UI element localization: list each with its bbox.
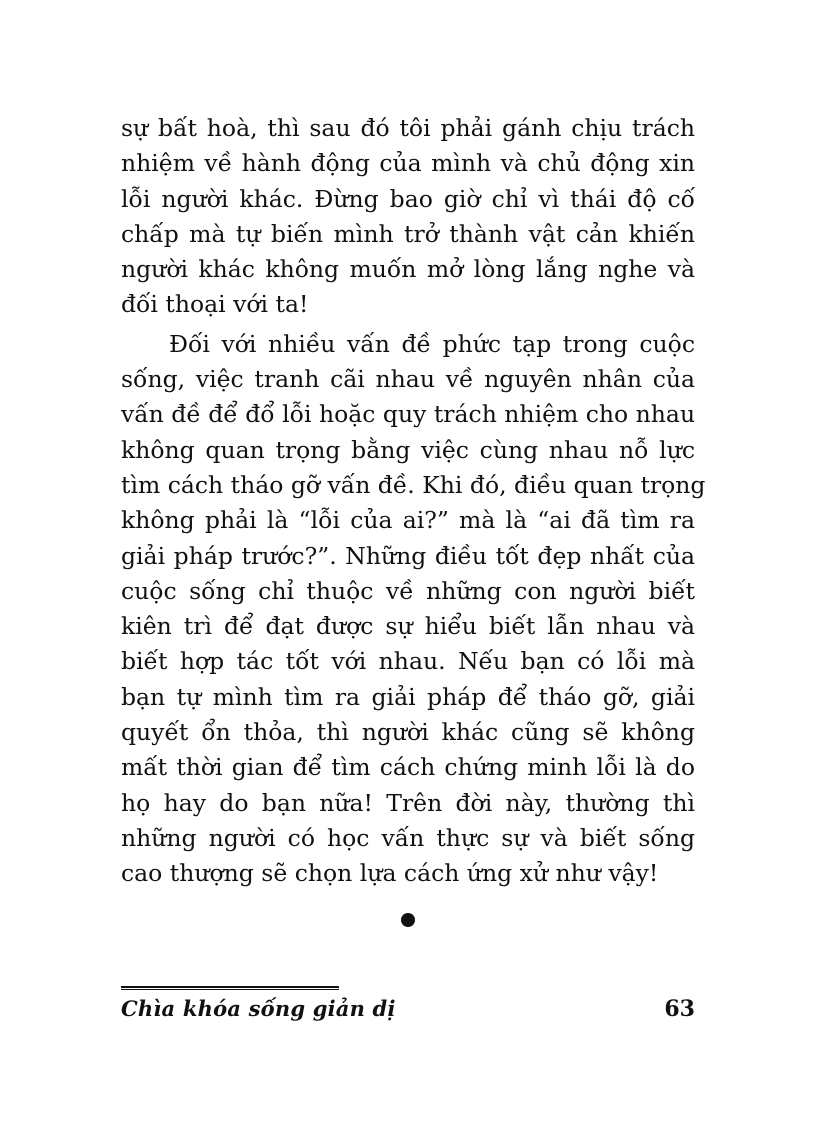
text-line: giải pháp trước?”. Những điều tốt đẹp nhất của — [121, 541, 695, 570]
text-line: mất thời gian để tìm cách chứng minh lỗi là do — [121, 753, 695, 782]
text-line: vấn đề để đổ lỗi hoặc quy trách nhiệm cho nhau — [121, 400, 696, 429]
text-line: họ hay do bạn nữa! Trên đời này, thường thì — [121, 788, 695, 817]
section-end-bullet — [401, 913, 415, 927]
text-line-first: Đối với nhiều vấn đề phức tạp trong cuộc — [169, 329, 695, 358]
text-line: biết hợp tác tốt với nhau. Nếu bạn có lỗi mà — [121, 647, 695, 676]
text-line: chấp mà tự biến mình trở thành vật cản khiến — [121, 219, 695, 248]
text-line: cao thượng sẽ chọn lựa cách ứng xử như vậy! — [121, 859, 659, 888]
text-line: cuộc sống chỉ thuộc về những con người biết — [121, 576, 695, 605]
text-line: đối thoại với ta! — [121, 290, 309, 319]
text-line: kiên trì để đạt được sự hiểu biết lẫn nhau và — [121, 612, 695, 641]
text-line: không quan trọng bằng việc cùng nhau nỗ lực — [121, 435, 695, 464]
running-footer-title: Chìa khóa sống giản dị — [121, 996, 396, 1021]
text-line: sự bất hoà, thì sau đó tôi phải gánh chịu trách — [121, 114, 695, 142]
page-number: 63 — [664, 996, 695, 1022]
paragraph-2 — [121, 327, 706, 892]
text-line: tìm cách tháo gỡ vấn đề. Khi đó, điều quan trọng — [121, 470, 706, 499]
text-line: sống, việc tranh cãi nhau về nguyên nhân của — [121, 365, 695, 394]
text-line: những người có học vấn thực sự và biết sống — [121, 823, 695, 852]
text-line: người khác không muốn mở lòng lắng nghe và — [121, 255, 695, 284]
text-line: lỗi người khác. Đừng bao giờ chỉ vì thái độ cố — [121, 184, 695, 213]
text-line: nhiệm về hành động của mình và chủ động xin — [121, 149, 695, 178]
text-line: không phải là “lỗi của ai?” mà là “ai đã tìm ra — [121, 506, 695, 535]
footer-divider — [121, 986, 339, 990]
text-line: bạn tự mình tìm ra giải pháp để tháo gỡ, giải — [121, 682, 695, 711]
page-body — [121, 111, 706, 892]
text-line: quyết ổn thỏa, thì người khác cũng sẽ không — [121, 718, 695, 747]
paragraph-1 — [121, 111, 695, 323]
